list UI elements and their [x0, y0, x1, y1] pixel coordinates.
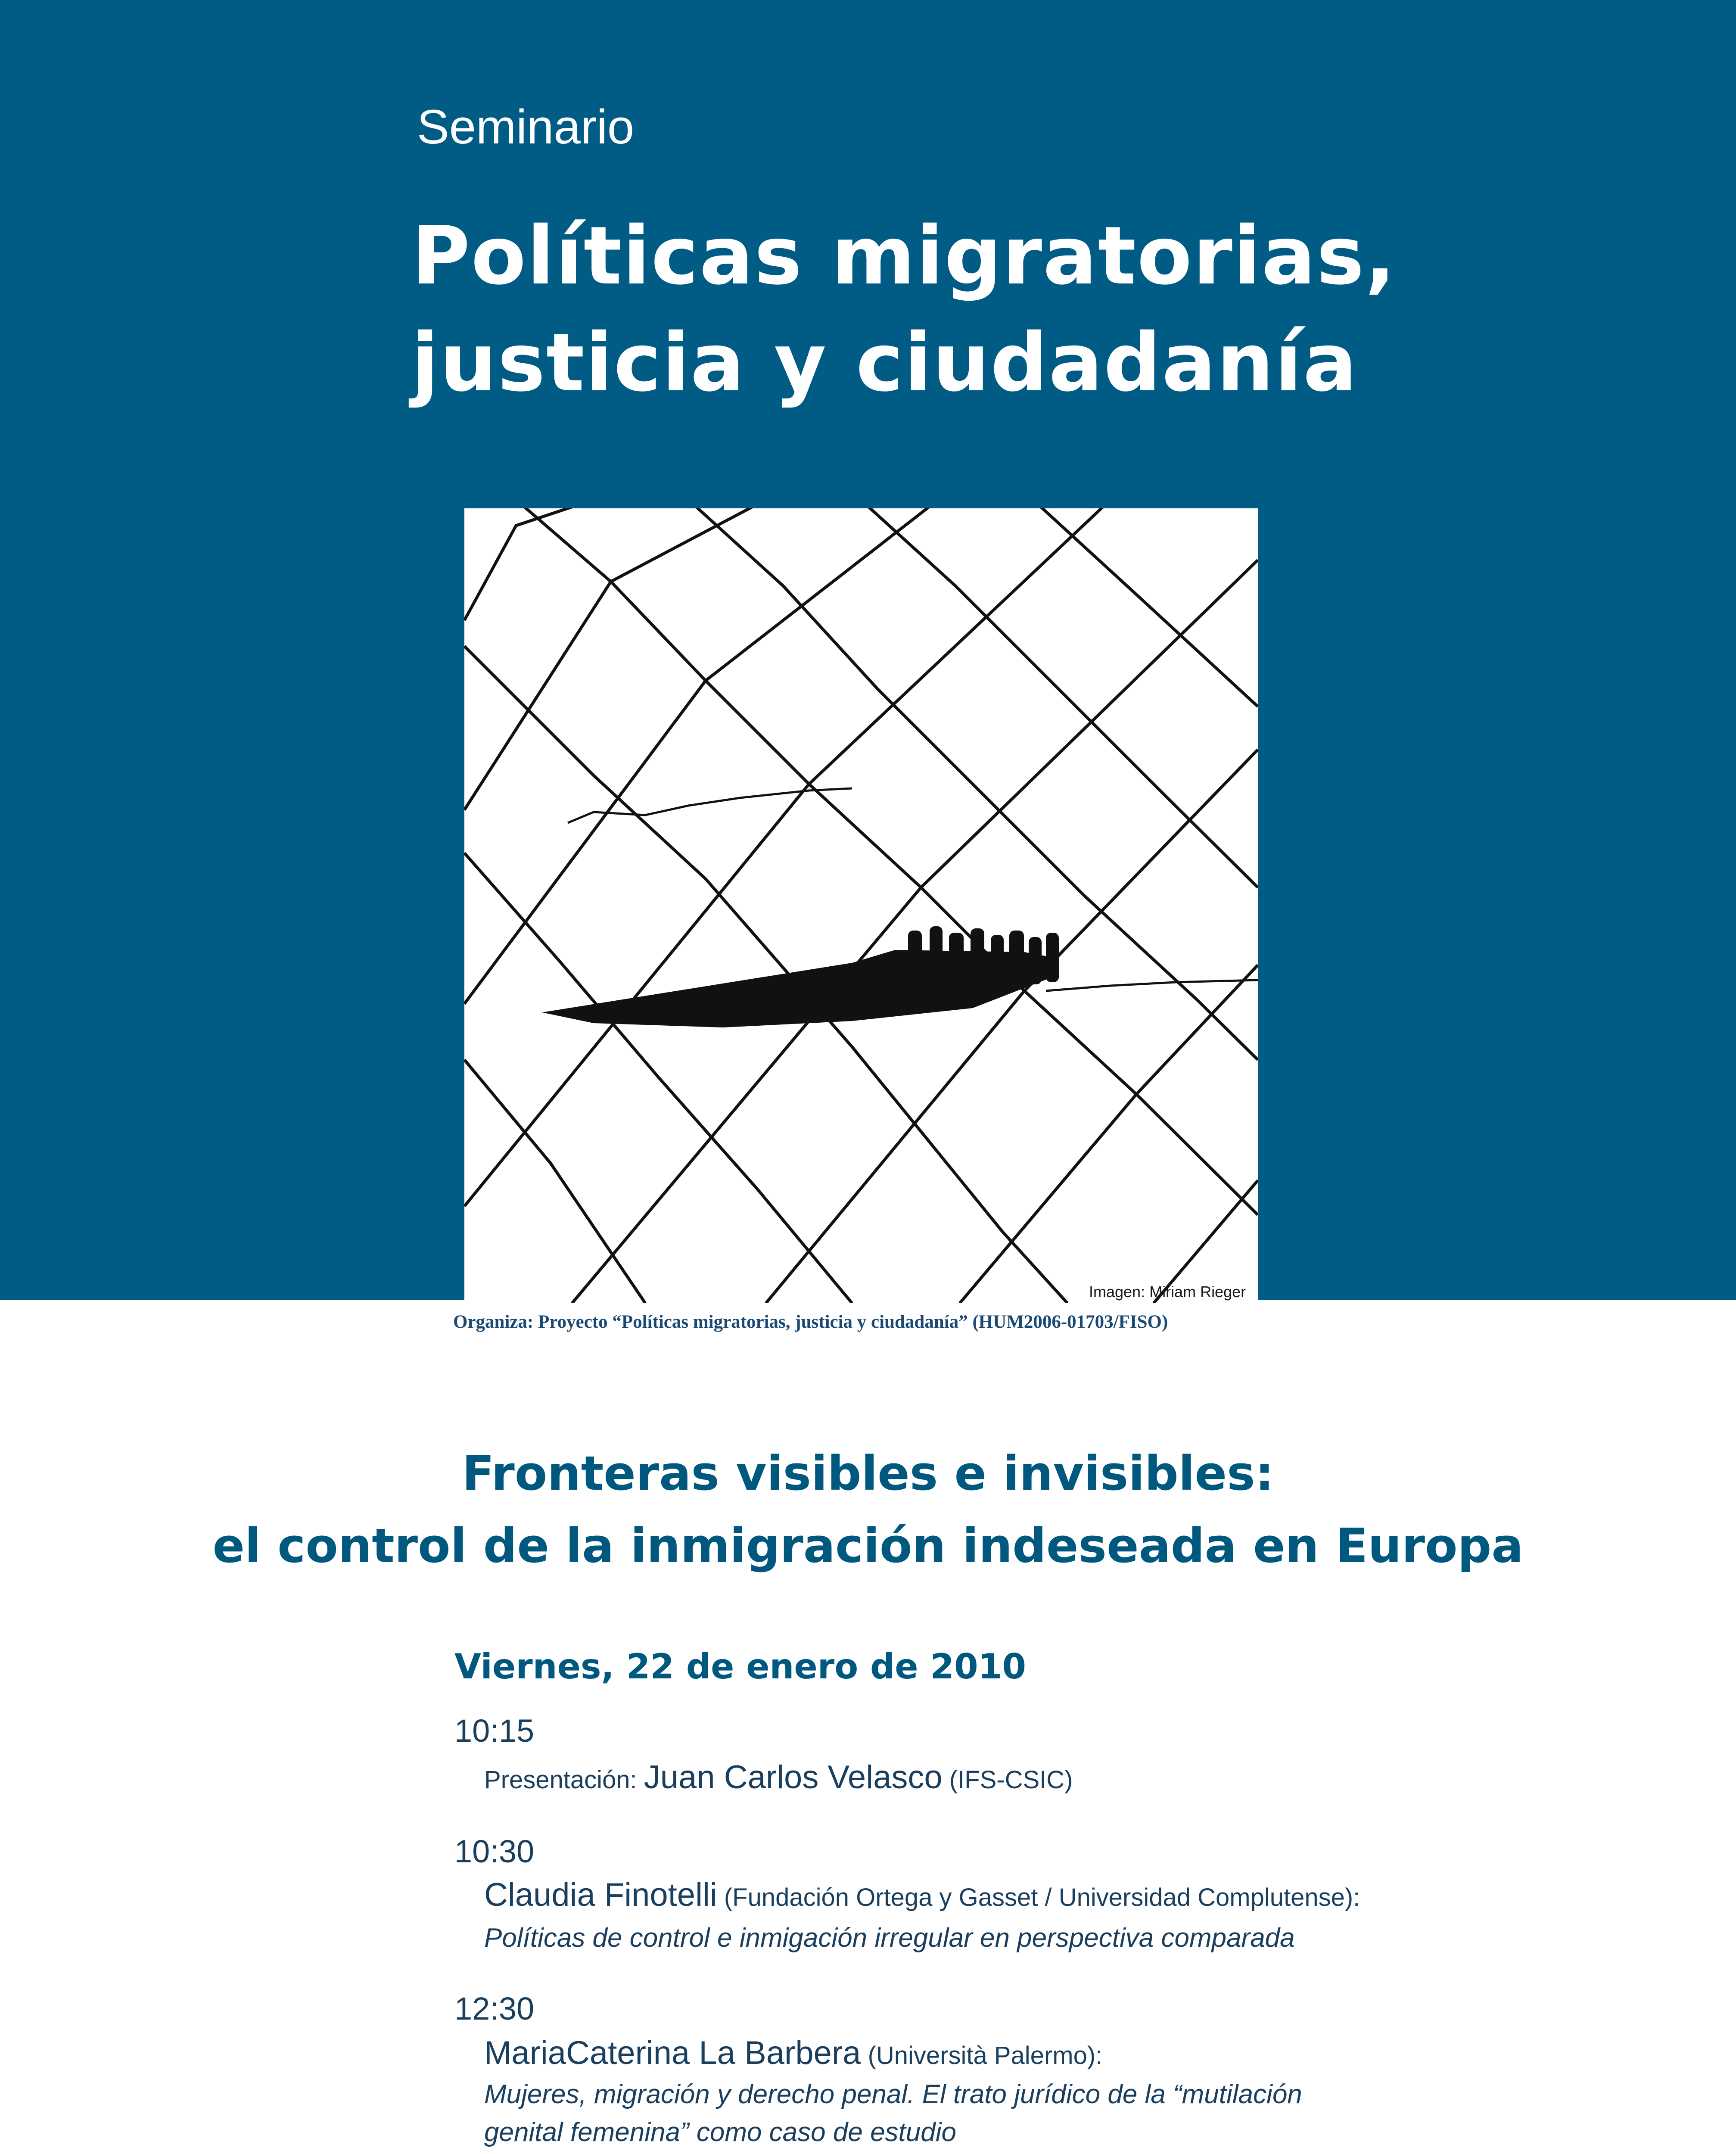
- program-time: 12:30: [454, 1991, 535, 2026]
- program-speaker: [484, 1759, 1073, 1796]
- speaker-name: Juan Carlos Velasco: [644, 1759, 943, 1796]
- talk-title-line-2: genital femenina” como caso de estudio: [484, 2117, 956, 2147]
- program-speaker: [484, 1876, 1360, 1914]
- speaker-name: MariaCaterina La Barbera: [484, 2035, 861, 2071]
- session-title-line-2: el control de la inmigración indeseada en Europa: [212, 1518, 1524, 1573]
- talk-title: Políticas de control e inmigación irregular en perspectiva comparada: [484, 1923, 1295, 1953]
- seminar-label: Seminario: [417, 100, 635, 154]
- session-date: Viernes, 22 de enero de 2010: [454, 1647, 1027, 1687]
- session-title: [0, 1437, 1736, 1582]
- program-speaker: [484, 2034, 1102, 2072]
- speaker-affiliation: (Fundación Ortega y Gasset / Universidad Complutense):: [717, 1883, 1360, 1911]
- speaker-affiliation: (IFS-CSIC): [942, 1766, 1073, 1794]
- image-credit: Imagen: Miriam Rieger: [1089, 1283, 1246, 1301]
- program-time: 10:15: [454, 1713, 535, 1749]
- main-title-line-1: Políticas migratorias,: [411, 209, 1397, 302]
- artwork-illustration: [464, 508, 1258, 1303]
- main-title: [411, 202, 1397, 416]
- talk-title: [484, 2076, 1302, 2151]
- session-title-line-1: Fronteras visibles e invisibles:: [462, 1446, 1274, 1501]
- speaker-name: Claudia Finotelli: [484, 1877, 717, 1913]
- main-title-line-2: justicia y ciudadanía: [411, 316, 1358, 409]
- speaker-affiliation: (Università Palermo):: [861, 2042, 1103, 2070]
- program-role: Presentación:: [484, 1766, 644, 1794]
- organizer-note: Organiza: Proyecto “Políticas migratorias, justicia y ciudadanía” (HUM2006-01703/FISO): [453, 1312, 1168, 1332]
- program-time: 10:30: [454, 1833, 535, 1869]
- talk-title-line-1: Mujeres, migración y derecho penal. El trato jurídico de la “mutilación: [484, 2079, 1302, 2109]
